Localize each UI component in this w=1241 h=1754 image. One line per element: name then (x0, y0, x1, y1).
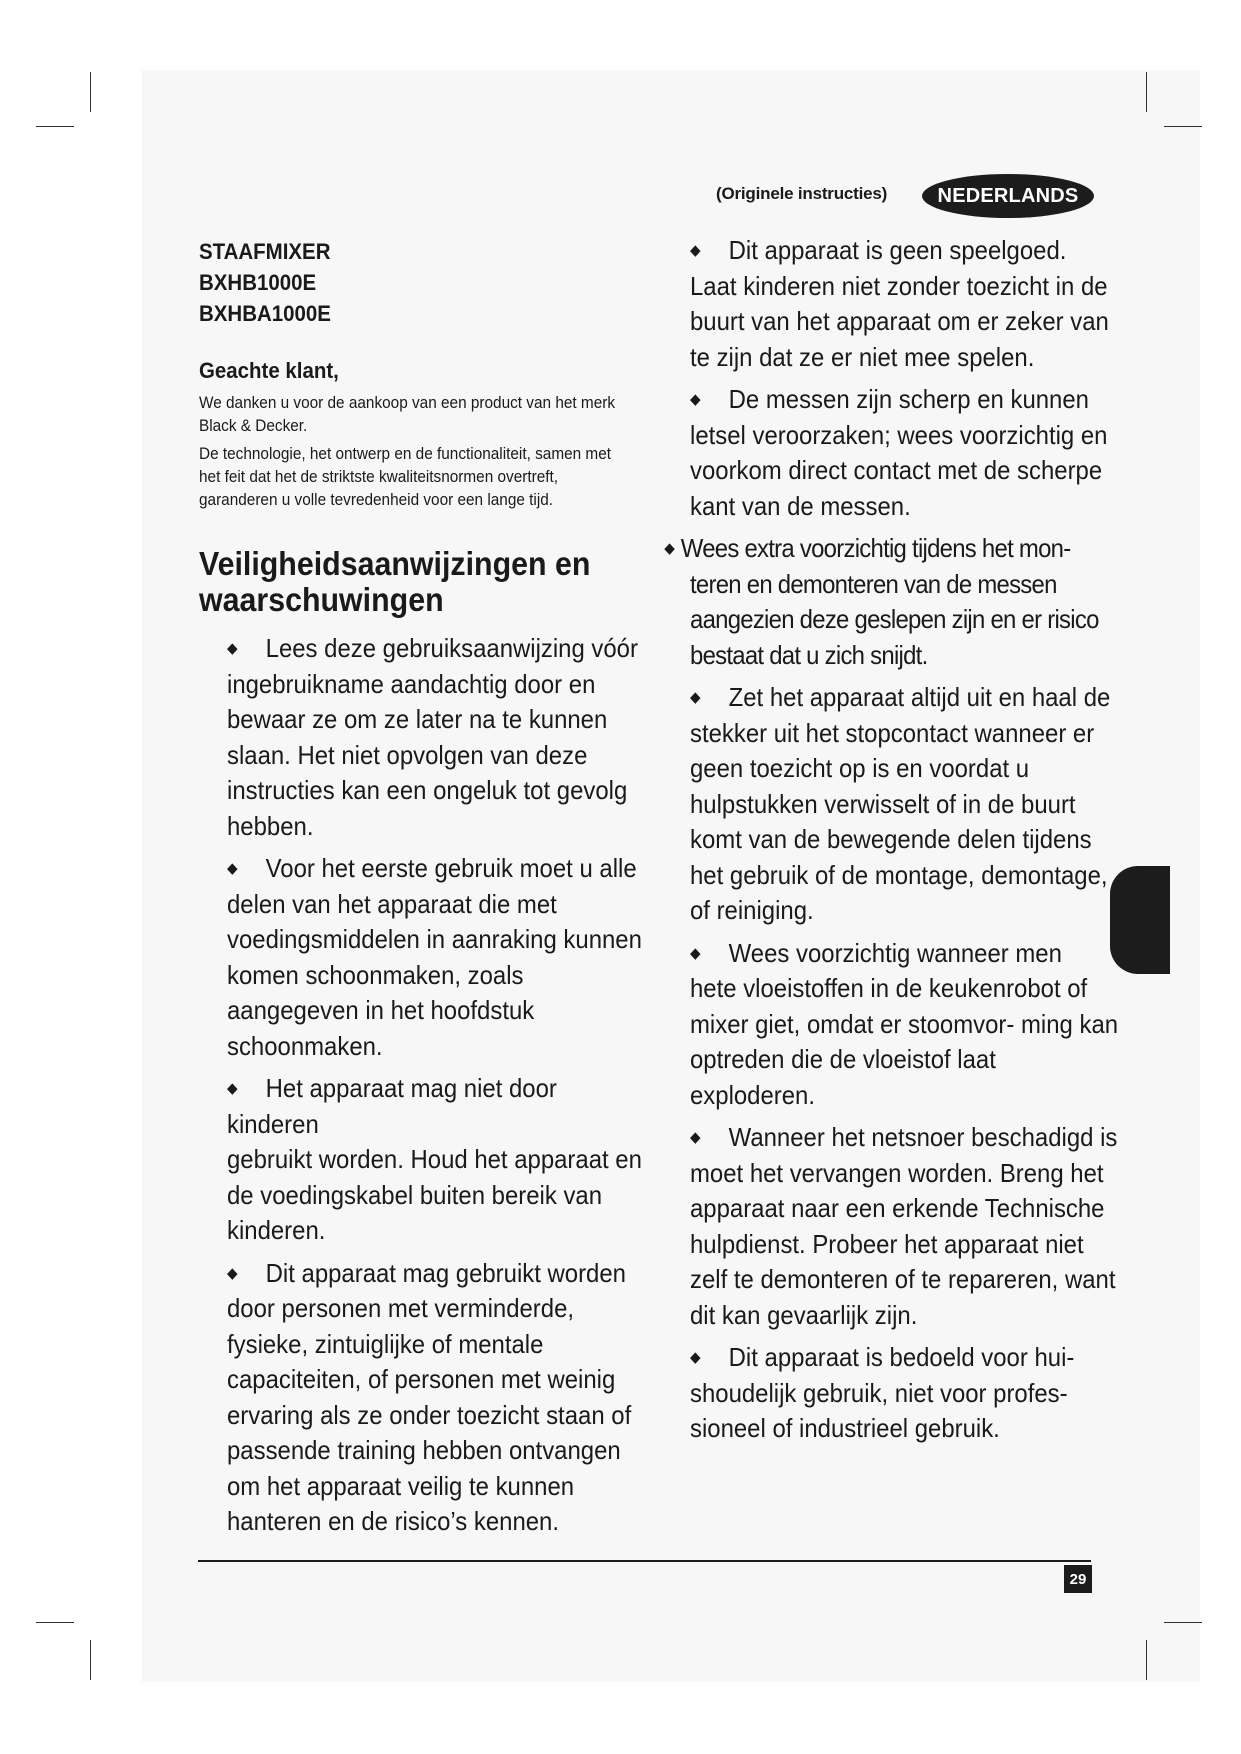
diamond-bullet-icon: ◆ (664, 540, 675, 557)
product-model: BXHB1000E (199, 270, 317, 295)
diamond-bullet-icon: ◆ (227, 640, 238, 657)
section-title: Veiligheidsaanwijzingen en waarschuwingen (199, 545, 591, 618)
diamond-bullet-icon: ◆ (227, 860, 238, 877)
crop-mark (1146, 1640, 1147, 1680)
list-item: ◆ Dit apparaat mag gebruikt worden door personen met verminderde, fysieke, zintuiglijke of mentale capaciteiten, of personen met weinig ervaring als ze onder toezicht staan of passende training hebben ontvangen om het apparaat veilig te kunnen hanteren en de risico’s kennen. (227, 1257, 632, 1536)
diamond-bullet-icon: ◆ (690, 944, 701, 962)
list-item: ◆ Het apparaat mag niet door kinderen gebruikt worden. Houd het apparaat en de voedingskabel buiten bereik van kinderen. (227, 1073, 642, 1245)
language-badge: NEDERLANDS (922, 174, 1094, 218)
crop-mark (1164, 126, 1202, 127)
diamond-bullet-icon: ◆ (227, 1080, 238, 1097)
diamond-bullet-icon: ◆ (690, 391, 701, 408)
intro-paragraph: We danken u voor de aankoop van een product van het merk Black & Decker. (199, 394, 616, 435)
list-item: ◆ Wees extra voorzichtig tijdens het mon- teren en demonteren van de messen aangezien deze geslepen zijn en er risico bestaat dat u zich snijdt. (664, 533, 1099, 670)
intro-text (199, 392, 636, 517)
product-name: STAAFMIXER (199, 239, 331, 264)
diamond-bullet-icon: ◆ (690, 1349, 701, 1366)
page-number: 29 (1064, 1565, 1092, 1593)
diamond-bullet-icon: ◆ (227, 1264, 238, 1282)
list-item: ◆ Voor het eerste gebruik moet u alle delen van het apparaat die met voedingsmiddelen in aanraking kunnen komen schoonmaken, zoals aangegeven in het hoofdstuk schoonmaken. (227, 853, 642, 1061)
right-bullet-list (664, 233, 1122, 1454)
crop-mark (90, 72, 91, 112)
section-thumb-tab (1110, 866, 1170, 974)
original-instructions-note: (Originele instructies) (716, 184, 888, 203)
list-item: ◆ Lees deze gebruiksaanwijzing vóór ingebruikname aandachtig door en bewaar ze om ze later na te kunnen slaan. Het niet opvolgen van deze instructies kan een ongeluk tot gevolg hebben. (227, 633, 638, 841)
crop-mark (90, 1640, 91, 1680)
crop-mark (1164, 1622, 1202, 1623)
list-item: ◆ Dit apparaat is bedoeld voor hui- shoudelijk gebruik, niet voor profes- sioneel of industrieel gebruik. (690, 1342, 1075, 1443)
product-model: BXHBA1000E (199, 301, 331, 326)
diamond-bullet-icon: ◆ (690, 689, 701, 706)
product-block (199, 236, 331, 329)
greeting: Geachte klant, (199, 358, 339, 383)
footer-rule (198, 1560, 1091, 1562)
crop-mark (36, 126, 74, 127)
left-bullet-list (227, 631, 650, 1547)
diamond-bullet-icon: ◆ (690, 1129, 701, 1146)
list-item: ◆ De messen zijn scherp en kunnen letsel veroorzaken; wees voorzichtig en voorkom direct contact met de scherpe kant van de messen. (690, 384, 1108, 521)
list-item: ◆ Wanneer het netsnoer beschadigd is moet het vervangen worden. Breng het apparaat naar een erkende Technische hulpdienst. Probeer het apparaat niet zelf te demonteren of te repareren, want dit kan gevaarlijk zijn. (690, 1122, 1118, 1330)
list-item: ◆ Dit apparaat is geen speelgoed. Laat kinderen niet zonder toezicht in de buurt van het apparaat om er zeker van te zijn dat ze er niet mee spelen. (690, 235, 1109, 372)
intro-paragraph: De technologie, het ontwerp en de functionaliteit, samen met het feit dat het de striktste kwaliteitsnormen overtreft, garanderen u volle tevredenheid voor een lange tijd. (199, 445, 612, 509)
list-item: ◆ Zet het apparaat altijd uit en haal de stekker uit het stopcontact wanneer er geen toezicht op is en voordat u hulpstukken verwisselt of in de buurt komt van de bewegende delen tijdens het gebruik of de montage, demontage, of reiniging. (690, 682, 1111, 925)
list-item: ◆ Wees voorzichtig wanneer men hete vloeistoffen in de keukenrobot of mixer giet, omdat er stoomvor- ming kan optreden die de vloeistof laat exploderen. (690, 937, 1119, 1110)
diamond-bullet-icon: ◆ (690, 242, 701, 259)
crop-mark (1146, 72, 1147, 112)
crop-mark (36, 1622, 74, 1623)
